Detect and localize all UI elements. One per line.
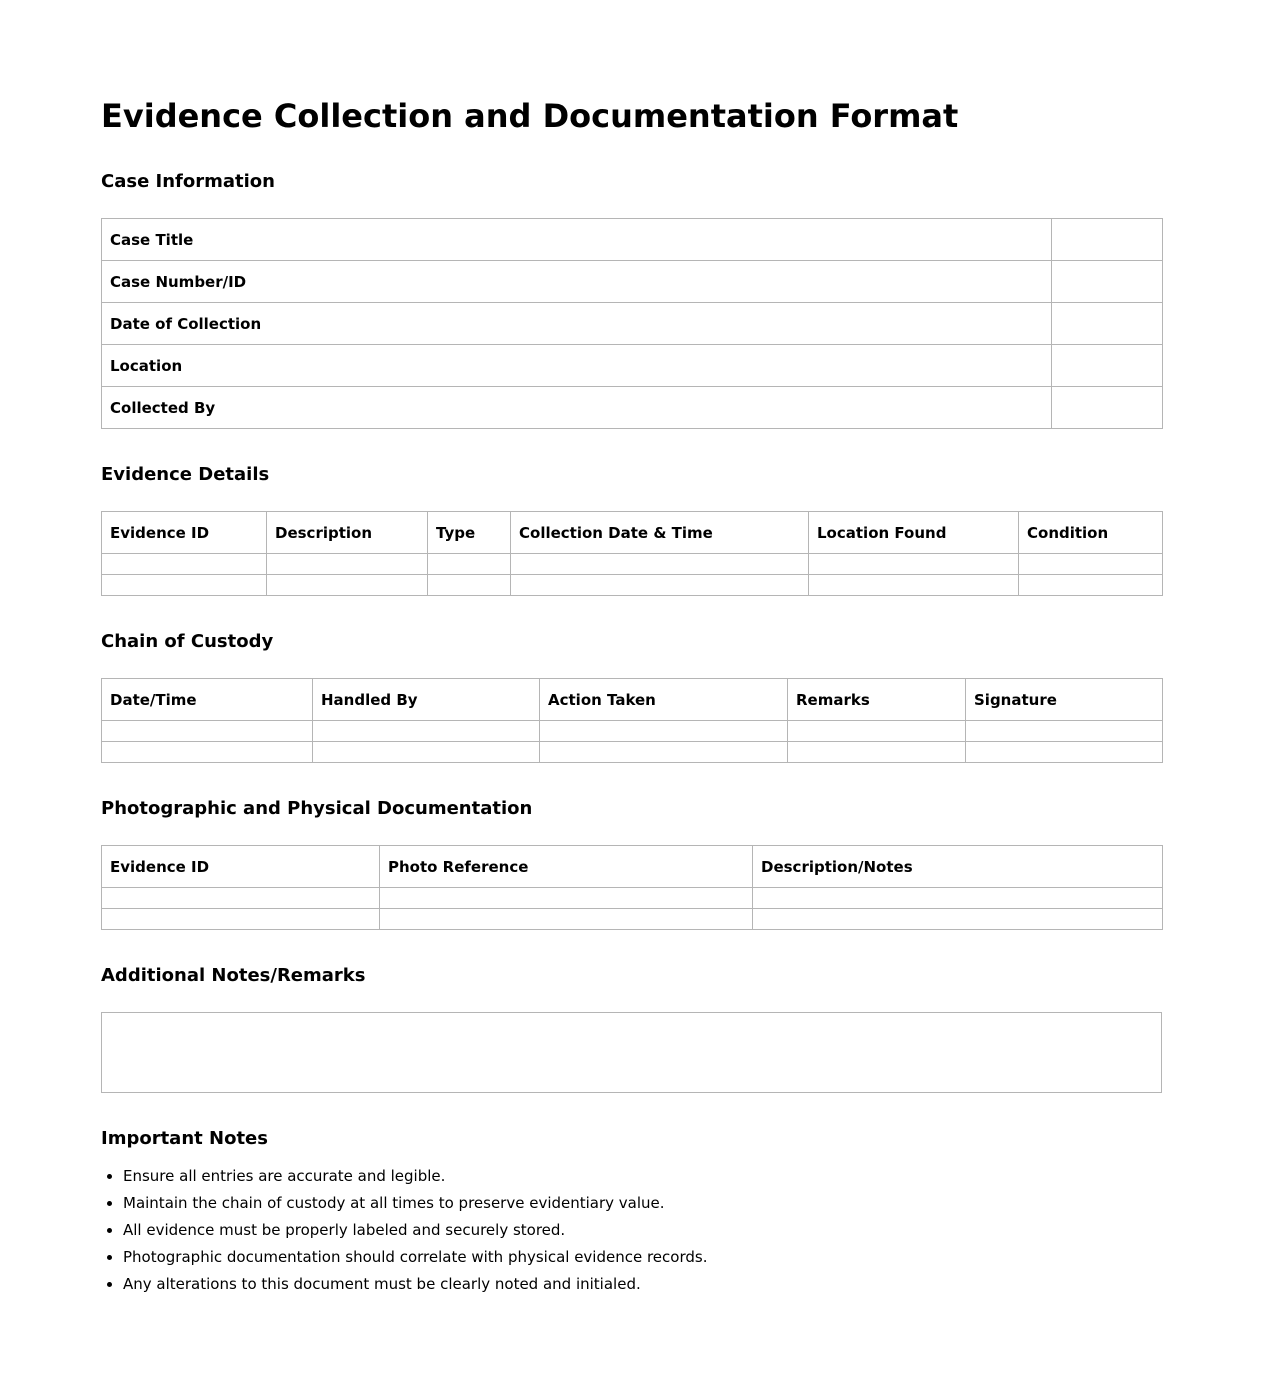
table-row: [102, 219, 1163, 261]
table-cell[interactable]: [313, 742, 540, 763]
table-cell[interactable]: [540, 742, 788, 763]
table-row: [102, 303, 1163, 345]
column-header-handled-by: Handled By: [313, 679, 540, 721]
table-cell[interactable]: [788, 742, 966, 763]
document-title: Evidence Collection and Documentation Format: [101, 97, 959, 135]
list-item: • Photographic documentation should correlate with physical evidence records.: [123, 1244, 707, 1271]
table-cell[interactable]: [511, 554, 809, 575]
evidence-details-heading: Evidence Details: [101, 464, 270, 485]
location-value-cell[interactable]: [1052, 345, 1163, 387]
table-cell[interactable]: [380, 888, 753, 909]
table-cell[interactable]: [753, 888, 1163, 909]
table-row: [102, 888, 1163, 909]
table-row: [102, 575, 1163, 596]
photographic-documentation-table: [101, 845, 1163, 930]
column-header-evidence-id: Evidence ID: [102, 846, 380, 888]
table-cell[interactable]: [511, 575, 809, 596]
table-row: [102, 345, 1163, 387]
table-cell[interactable]: [428, 554, 511, 575]
location-label: Location: [102, 345, 1052, 387]
list-item: • All evidence must be properly labeled and securely stored.: [123, 1217, 707, 1244]
column-header-condition: Condition: [1019, 512, 1163, 554]
list-item: • Ensure all entries are accurate and legible.: [123, 1163, 707, 1190]
important-notes-heading: Important Notes: [101, 1128, 268, 1149]
case-number-label: Case Number/ID: [102, 261, 1052, 303]
list-item: • Maintain the chain of custody at all times to preserve evidentiary value.: [123, 1190, 707, 1217]
important-notes-list: [101, 1163, 707, 1298]
column-header-description: Description: [267, 512, 428, 554]
table-row: [102, 554, 1163, 575]
table-cell[interactable]: [267, 575, 428, 596]
table-cell[interactable]: [380, 909, 753, 930]
date-of-collection-value-cell[interactable]: [1052, 303, 1163, 345]
table-cell[interactable]: [267, 554, 428, 575]
table-cell[interactable]: [102, 909, 380, 930]
table-header-row: [102, 679, 1163, 721]
chain-of-custody-table: [101, 678, 1163, 763]
column-header-remarks: Remarks: [788, 679, 966, 721]
chain-of-custody-heading: Chain of Custody: [101, 631, 274, 652]
table-row: [102, 261, 1163, 303]
table-cell[interactable]: [1019, 554, 1163, 575]
date-of-collection-label: Date of Collection: [102, 303, 1052, 345]
table-cell[interactable]: [102, 575, 267, 596]
case-title-value-cell[interactable]: [1052, 219, 1163, 261]
table-cell[interactable]: [753, 909, 1163, 930]
table-cell[interactable]: [966, 721, 1163, 742]
column-header-evidence-id: Evidence ID: [102, 512, 267, 554]
table-cell[interactable]: [102, 554, 267, 575]
table-cell[interactable]: [428, 575, 511, 596]
column-header-type: Type: [428, 512, 511, 554]
column-header-collection-date-time: Collection Date & Time: [511, 512, 809, 554]
column-header-description-notes: Description/Notes: [753, 846, 1163, 888]
table-header-row: [102, 512, 1163, 554]
list-item: • Any alterations to this document must be clearly noted and initialed.: [123, 1271, 707, 1298]
column-header-photo-reference: Photo Reference: [380, 846, 753, 888]
case-information-table: [101, 218, 1163, 429]
table-row: [102, 742, 1163, 763]
collected-by-label: Collected By: [102, 387, 1052, 429]
table-cell[interactable]: [788, 721, 966, 742]
table-cell[interactable]: [540, 721, 788, 742]
table-row: [102, 387, 1163, 429]
column-header-date-time: Date/Time: [102, 679, 313, 721]
case-title-label: Case Title: [102, 219, 1052, 261]
table-header-row: [102, 846, 1163, 888]
table-cell[interactable]: [313, 721, 540, 742]
additional-notes-heading: Additional Notes/Remarks: [101, 965, 366, 986]
table-cell[interactable]: [102, 742, 313, 763]
column-header-location-found: Location Found: [809, 512, 1019, 554]
case-information-heading: Case Information: [101, 171, 275, 192]
photographic-documentation-heading: Photographic and Physical Documentation: [101, 798, 533, 819]
case-number-value-cell[interactable]: [1052, 261, 1163, 303]
table-cell[interactable]: [1019, 575, 1163, 596]
column-header-action-taken: Action Taken: [540, 679, 788, 721]
table-cell[interactable]: [809, 575, 1019, 596]
column-header-signature: Signature: [966, 679, 1163, 721]
table-cell[interactable]: [102, 888, 380, 909]
table-cell[interactable]: [102, 721, 313, 742]
table-row: [102, 909, 1163, 930]
table-row: [102, 721, 1163, 742]
table-cell[interactable]: [966, 742, 1163, 763]
additional-notes-box[interactable]: [101, 1012, 1162, 1093]
table-cell[interactable]: [809, 554, 1019, 575]
evidence-details-table: [101, 511, 1163, 596]
collected-by-value-cell[interactable]: [1052, 387, 1163, 429]
